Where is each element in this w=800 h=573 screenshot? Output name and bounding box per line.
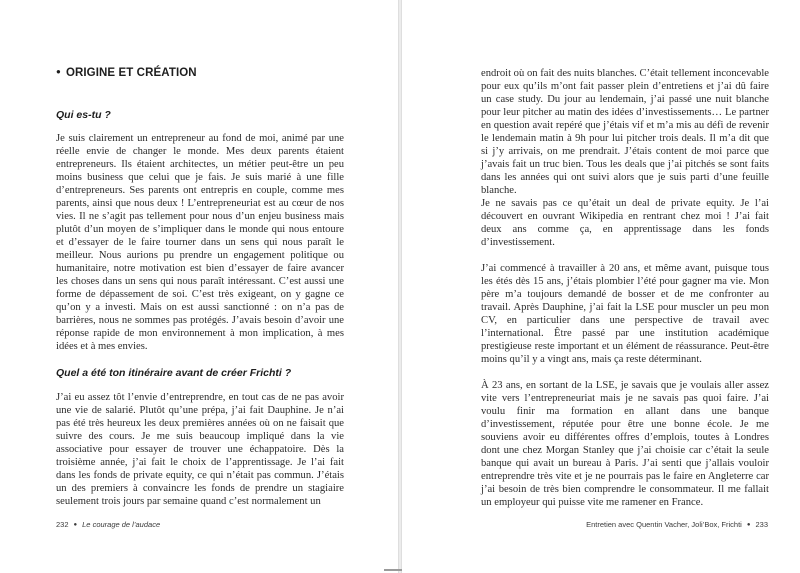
running-title: Le courage de l’audace	[82, 520, 161, 529]
answer-itinerary	[56, 391, 344, 508]
section-bullet: ●	[56, 67, 61, 76]
left-page	[0, 0, 398, 573]
folio-separator: ●	[746, 522, 751, 528]
answer-paragraph: Je suis clairement un entrepreneur au fond de moi, animé par une réelle envie de changer le monde. Mes deux parents étaient entrepreneurs. Ils étaient architectes, un métier peut-être un peu moins business que celui que je fais. Je suis marié à une fille d’entrepreneurs. Ses parents ont entrepris en couple, comme mes parents, ainsi que nous deux ! L’entrepreneuriat est au cœur de nos vies. Il ne s’agit pas tellement pour nous d’un enjeu business mais plutôt d’un moyen de s’impliquer dans le monde qui nous entoure et d’essayer de le faire tourner dans un sens qui nous paraît le meilleur. Nous aurions pu prendre un engagement politique ou humanitaire, notre motivation est bien d’essayer de faire avancer les choses dans un sens qui nous paraît intéressant. C’est aussi une forme de dépassement de soi. C’est très exigeant, on y gagne ce qu’on y a investi. Mais on est aussi sanctionné : on n’a pas de barrières, nous ne sommes pas protégés. J’avais besoin d’avoir une réponse rapide de mon environnement à mon implication, à mes idées et à mes envies.	[56, 133, 344, 352]
question-itinerary: Quel a été ton itinéraire avant de créer Frichti ?	[56, 367, 292, 379]
page-number: 233	[755, 520, 768, 529]
right-folio	[586, 520, 768, 529]
page-number: 232	[56, 520, 69, 529]
paragraph: J’ai commencé à travailler à 20 ans, et même avant, puisque tous les étés dès 15 ans, j’étais plombier l’été pour gagner ma vie. Mon père m’a toujours demandé de bosser et de me confronter au travail. Après Dauphine, j’ai fait la LSE pour muscler un peu mon CV, en particulier dans une perspective de travail avec l’international. Être passé par une institution académique prestigieuse reste important et un élément de réassurance. Peut-être moins qu’il y a vingt ans, mais ça reste déterminant.	[481, 263, 769, 365]
right-text-block	[481, 67, 769, 509]
answer-who-are-you	[56, 132, 344, 353]
answer-paragraph: J’ai eu assez tôt l’envie d’entreprendre, en tout cas de ne pas avoir une vie de salarié. Plutôt qu’une prépa, j’ai fait Dauphine. Je n’ai pas été très heureux les deux premières années où on ne faisait que suivre des cours. Je me suis beaucoup impliqué dans la vie associative pour essayer de trouver une échappatoire. Dès la troisième année, j’ai fait le choix de l’apprentissage. Je l’ai fait dans les fonds de private equity, ce qui n’était pas commun. J’étais un des premiers à convaincre les fonds de prendre un stagiaire seulement trois jours par semaine quand c’est normalement un	[56, 392, 344, 507]
paragraph: À 23 ans, en sortant de la LSE, je savais que je voulais aller assez vite vers l’entrepreneuriat mais je ne savais pas quoi faire. J’ai voulu finir ma formation en allant dans une banque d’investissement, réputée pour être une bonne école. Je me souviens avoir eu différentes offres d’emplois, toutes à Londres dont une chez Morgan Stanley que j’ai choisie car c’était la seule banque qui avait un bureau à Paris. J’ai senti que j’allais vouloir entreprendre très vite et je ne pourrais pas le faire en Angleterre car j’ai besoin de très bien comprendre le consommateur. Il me fallait un employeur qui puisse vite me ramener en France.	[481, 380, 769, 508]
paragraph: endroit où on fait des nuits blanches. C’était tellement inconcevable pour eux qu’ils m’ont fait passer plein d’entretiens et j’ai dû faire un case study. Du jour au lendemain, j’ai passé une nuit blanche pour leur pitcher au matin des idées d’investissements… Le partner en question avait repéré que j’étais vif et m’a mis au défi de revenir le lendemain matin à 9h pour lui pitcher trois deals. Il m’a dit que si j’y arrivais, on me prendrait. J’étais content de moi parce que j’avais fait un truc bien. Tous les deals que j’ai pitchés se sont faits dans les années qui ont suivi alors que je suis parti d’une feuille blanche.	[481, 68, 769, 196]
left-folio	[56, 520, 160, 529]
running-title: Entretien avec Quentin Vacher, Joli’Box, Frichti	[586, 520, 742, 529]
section-title-text: ORIGINE ET CRÉATION	[65, 67, 197, 79]
paragraph: Je ne savais pas ce qu’était un deal de private equity. Je l’ai découvert en ouvrant Wikipedia en rentrant chez moi ! J’ai fait deux ans comme ça, en apprentissage dans les fonds d’investissement.	[481, 198, 769, 248]
section-title	[56, 67, 197, 79]
right-page	[402, 0, 800, 573]
folio-separator: ●	[73, 522, 78, 528]
question-who-are-you: Qui es-tu ?	[56, 109, 111, 121]
